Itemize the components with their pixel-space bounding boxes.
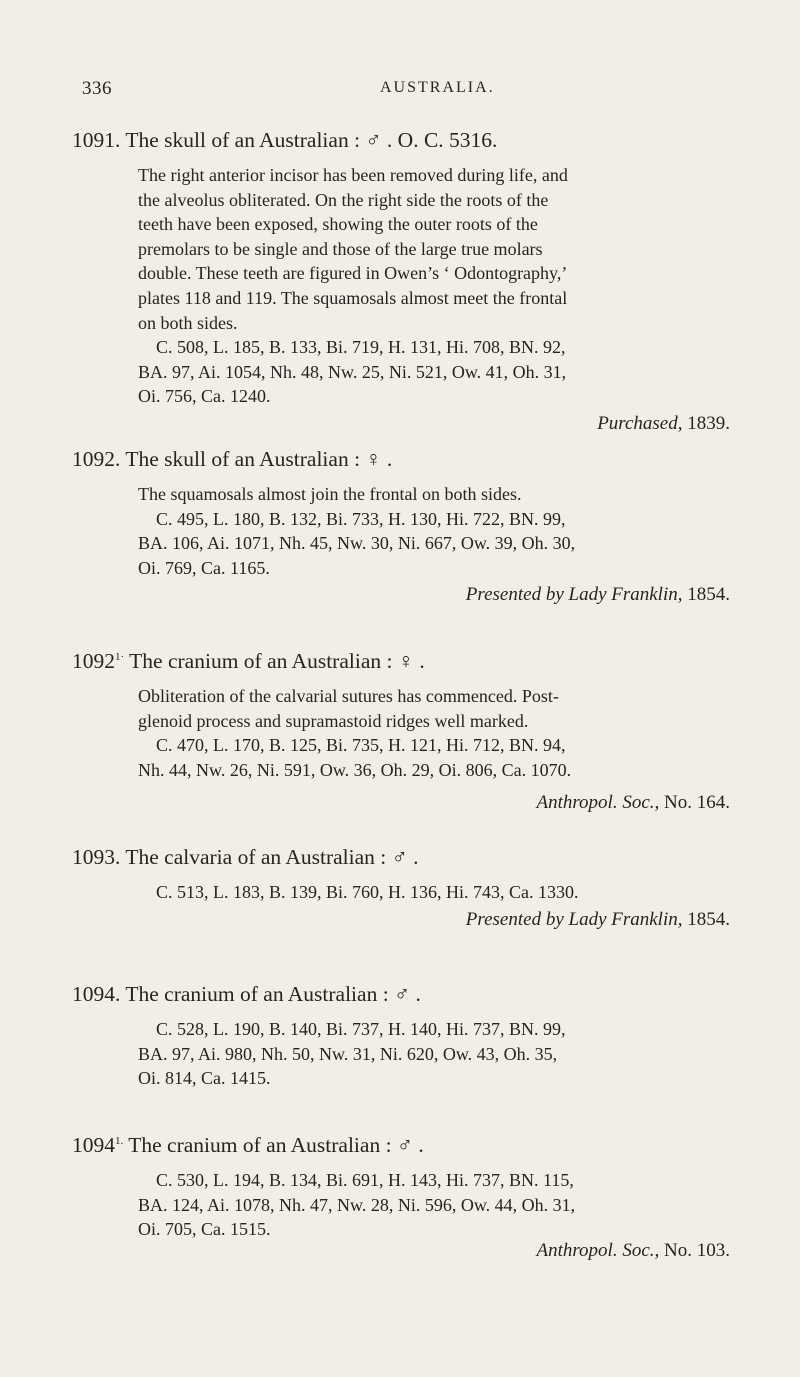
measurement-line: C. 495, L. 180, B. 132, Bi. 733, H. 130, Hi. 722, BN. 99, [156,508,566,529]
provenance-year: No. 164. [664,792,730,814]
entry-number: 1092 [72,649,115,673]
measurement-line: BA. 124, Ai. 1078, Nh. 47, Nw. 28, Ni. 596, Ow. 44, Oh. 31, [138,1194,576,1215]
provenance-source: Anthropol. Soc., [536,1239,660,1261]
entry-number-superscript: 1. [115,1134,124,1147]
measurement-line: Oi. 756, Ca. 1240. [138,386,271,407]
entry-number-superscript: 1· [115,650,125,663]
description-line: teeth have been exposed, showing the outer roots of the [138,214,538,235]
description-line: premolars to be single and those of the large true molars [138,238,543,259]
description-line: plates 118 and 119. The squamosals almost meet the frontal [138,287,568,308]
provenance-year: No. 103. [664,1239,730,1261]
catalogue-entry [72,844,732,933]
measurement-line: BA. 97, Ai. 1054, Nh. 48, Nw. 25, Ni. 521, Ow. 41, Oh. 31, [138,361,567,382]
entry-title: The cranium of an Australian : ♀ . [129,649,425,673]
description-line: the alveolus obliterated. On the right side the roots of the [138,189,549,210]
measurement-line: C. 528, L. 190, B. 140, Bi. 737, H. 140, Hi. 737, BN. 99, [156,1019,566,1039]
description-line: double. These teeth are figured in Owen’s ‘ Odontography,’ [138,263,568,284]
entry-title: The skull of an Australian : ♂ . O. C. 5316. [125,128,498,152]
measurement-line: C. 530, L. 194, B. 134, Bi. 691, H. 143, Hi. 737, BN. 115, [156,1170,574,1190]
entry-title: The cranium of an Australian : ♂ . [128,1133,424,1157]
provenance-source: Presented by Lady Franklin, [465,584,683,606]
measurement-line: Oi. 769, Ca. 1165. [138,557,270,578]
provenance-source: Presented by Lady Franklin, [465,908,683,930]
description-line: on both sides. [138,312,238,333]
description-line: Obliteration of the calvarial sutures has commenced. Post- [138,686,559,706]
provenance [138,411,732,437]
provenance [138,907,732,933]
entry-number: 1093. [72,845,121,869]
measurement-line: Oi. 814, Ca. 1415. [138,1068,271,1089]
entry-number: 1094. [72,982,121,1006]
measurement-line: BA. 106, Ai. 1071, Nh. 45, Nw. 30, Ni. 667, Ow. 39, Oh. 30, [138,533,576,554]
provenance [138,582,732,608]
page-number: 336 [82,78,112,99]
measurement-line: Nh. 44, Nw. 26, Ni. 591, Ow. 36, Oh. 29, Oi. 806, Ca. 1070. [138,759,572,780]
description-line: The right anterior incisor has been removed during life, and [138,165,568,185]
provenance-year: 1839. [687,412,730,434]
measurement-line: Oi. 705, Ca. 1515. [138,1219,271,1240]
entry-title: The skull of an Australian : ♀ . [125,447,393,471]
measurement-line: C. 513, L. 183, B. 139, Bi. 760, H. 136, Hi. 743, Ca. 1330. [156,882,579,902]
catalogue-entry [72,648,732,816]
running-head: AUSTRALIA. [380,79,495,96]
entry-number: 1092. [72,447,121,471]
catalogue-entry [72,981,732,1091]
catalogue-entry [72,446,732,608]
provenance [138,790,732,816]
description-line: glenoid process and supramastoid ridges well marked. [138,710,529,731]
catalogue-entry [72,1132,732,1264]
entry-number: 1091. [72,128,121,152]
provenance-source: Anthropol. Soc., [536,792,660,814]
measurement-line: C. 470, L. 170, B. 125, Bi. 735, H. 121, Hi. 712, BN. 94, [156,735,566,756]
provenance-source: Purchased, [597,412,683,434]
description-line: The squamosals almost join the frontal on both sides. [138,484,522,504]
entry-number: 1094 [72,1133,115,1157]
measurement-line: BA. 97, Ai. 980, Nh. 50, Nw. 31, Ni. 620, Ow. 43, Oh. 35, [138,1043,558,1064]
entry-title: The cranium of an Australian : ♂ . [125,982,421,1006]
provenance-year: 1854. [687,908,730,930]
entry-title: The calvaria of an Australian : ♂ . [125,845,419,869]
measurement-line: C. 508, L. 185, B. 133, Bi. 719, H. 131, Hi. 708, BN. 92, [156,337,566,358]
catalogue-entry [72,127,732,437]
provenance-year: 1854. [687,584,730,606]
